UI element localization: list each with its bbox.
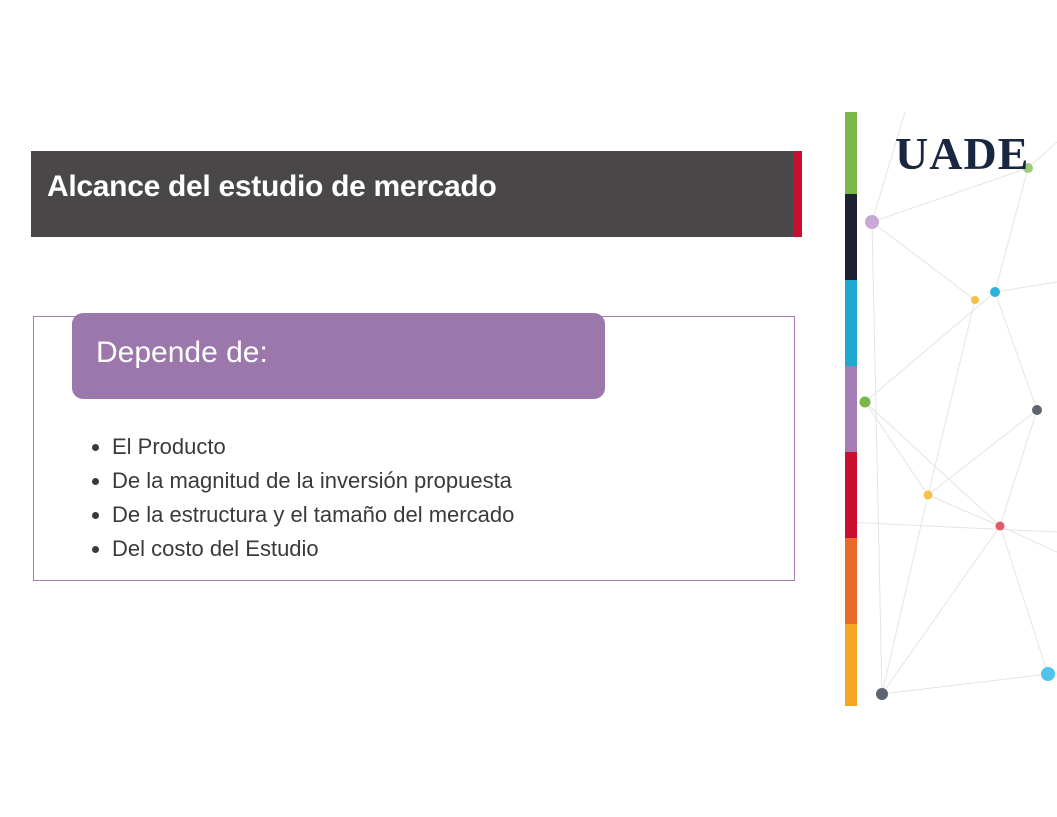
bullet-dot-icon	[92, 512, 99, 519]
bullet-text: Del costo del Estudio	[112, 536, 319, 561]
bullet-text: El Producto	[112, 434, 226, 459]
bullet-list	[90, 430, 514, 566]
bullet-text: De la magnitud de la inversión propuesta	[112, 468, 512, 493]
stripe-cyan	[845, 280, 857, 366]
header-pill-text: Depende de:	[96, 336, 268, 369]
bullet-item	[90, 532, 514, 566]
bullet-dot-icon	[92, 478, 99, 485]
bullet-dot-icon	[92, 444, 99, 451]
bullet-dot-icon	[92, 546, 99, 553]
stripe-navy	[845, 194, 857, 280]
stripe-green	[845, 112, 857, 194]
stripe-yellow	[845, 624, 857, 706]
bullet-item	[90, 430, 514, 464]
bullet-item	[90, 498, 514, 532]
stripe-orange	[845, 538, 857, 624]
stripe-red	[845, 452, 857, 538]
title-accent-bar	[793, 151, 802, 237]
bullet-item	[90, 464, 514, 498]
slide-title: Alcance del estudio de mercado	[47, 170, 497, 203]
bullet-text: De la estructura y el tamaño del mercado	[112, 502, 515, 527]
uade-logo: UADE	[895, 128, 1030, 179]
network-graphic	[845, 112, 1057, 706]
stripe-purple	[845, 366, 857, 452]
